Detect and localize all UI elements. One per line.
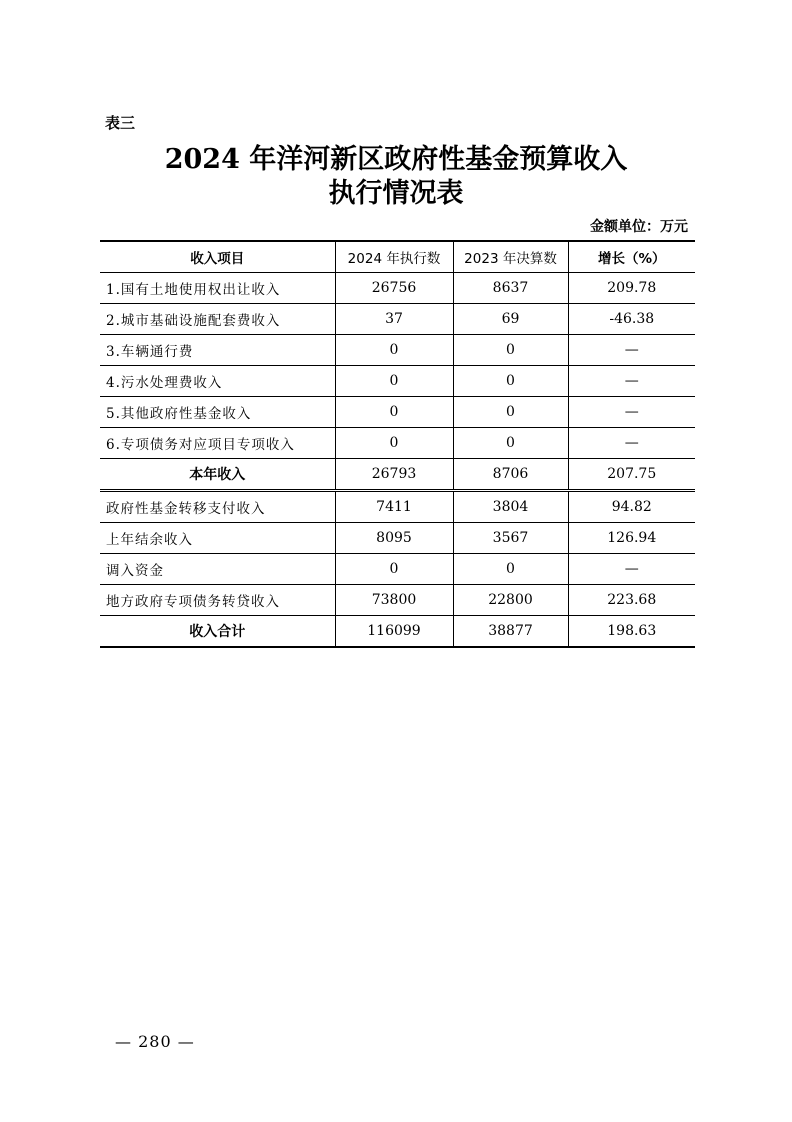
row-growth: — [568, 397, 695, 428]
row-item: 6.专项债务对应项目专项收入 [100, 428, 335, 459]
row-exec-2024: 26793 [335, 459, 453, 491]
column-header-final-2023: 2023 年决算数 [453, 241, 568, 273]
row-exec-2024: 0 [335, 335, 453, 366]
row-final-2023: 8706 [453, 459, 568, 491]
table-row [100, 554, 695, 585]
row-exec-2024: 0 [335, 366, 453, 397]
row-growth: — [568, 554, 695, 585]
row-item: 1.国有土地使用权出让收入 [100, 273, 335, 304]
row-item: 4.污水处理费收入 [100, 366, 335, 397]
row-growth: 94.82 [568, 491, 695, 523]
page-title-line2: 执行情况表 [328, 178, 464, 209]
row-item: 政府性基金转移支付收入 [100, 491, 335, 523]
row-item: 3.车辆通行费 [100, 335, 335, 366]
table-row [100, 366, 695, 397]
row-exec-2024: 8095 [335, 523, 453, 554]
total-row [100, 616, 695, 648]
table-row [100, 585, 695, 616]
row-exec-2024: 0 [335, 554, 453, 585]
row-growth: — [568, 428, 695, 459]
column-header-growth: 增长（%） [568, 241, 695, 273]
row-final-2023: 38877 [453, 616, 568, 648]
table-row [100, 273, 695, 304]
row-item: 地方政府专项债务转贷收入 [100, 585, 335, 616]
row-exec-2024: 73800 [335, 585, 453, 616]
row-exec-2024: 0 [335, 397, 453, 428]
subtotal-row [100, 459, 695, 491]
table-header-row [100, 241, 695, 273]
page-title: 2024 年洋河新区政府性基金预算收入 [164, 144, 628, 175]
row-growth: -46.38 [568, 304, 695, 335]
page-number: — 280 — [115, 1032, 195, 1051]
row-exec-2024: 116099 [335, 616, 453, 648]
row-final-2023: 3567 [453, 523, 568, 554]
row-exec-2024: 37 [335, 304, 453, 335]
row-item: 上年结余收入 [100, 523, 335, 554]
row-item: 调入资金 [100, 554, 335, 585]
row-growth: — [568, 335, 695, 366]
row-final-2023: 0 [453, 554, 568, 585]
column-header-item: 收入项目 [100, 241, 335, 273]
table-row [100, 428, 695, 459]
row-growth: — [568, 366, 695, 397]
table-row [100, 397, 695, 428]
row-item: 5.其他政府性基金收入 [100, 397, 335, 428]
row-growth: 209.78 [568, 273, 695, 304]
table-row [100, 523, 695, 554]
table-row [100, 304, 695, 335]
row-growth: 207.75 [568, 459, 695, 491]
row-item: 2.城市基础设施配套费收入 [100, 304, 335, 335]
row-growth: 198.63 [607, 623, 657, 639]
row-final-2023: 0 [453, 366, 568, 397]
revenue-table [100, 240, 695, 648]
row-final-2023: 69 [453, 304, 568, 335]
row-final-2023: 0 [453, 335, 568, 366]
total-label: 收入合计 [100, 616, 335, 648]
row-growth: 223.68 [568, 585, 695, 616]
subtotal-label: 本年收入 [100, 459, 335, 491]
unit-note: 金额单位：万元 [590, 219, 688, 235]
row-final-2023: 3804 [453, 491, 568, 523]
table-row [100, 335, 695, 366]
row-exec-2024: 0 [335, 428, 453, 459]
table-label: 表三 [105, 114, 136, 132]
row-final-2023: 22800 [453, 585, 568, 616]
row-final-2023: 0 [453, 397, 568, 428]
column-header-exec-2024: 2024 年执行数 [335, 241, 453, 273]
row-final-2023: 8637 [453, 273, 568, 304]
table-row [100, 491, 695, 523]
row-growth: 126.94 [568, 523, 695, 554]
row-final-2023: 0 [453, 428, 568, 459]
row-exec-2024: 26756 [335, 273, 453, 304]
row-exec-2024: 7411 [335, 491, 453, 523]
